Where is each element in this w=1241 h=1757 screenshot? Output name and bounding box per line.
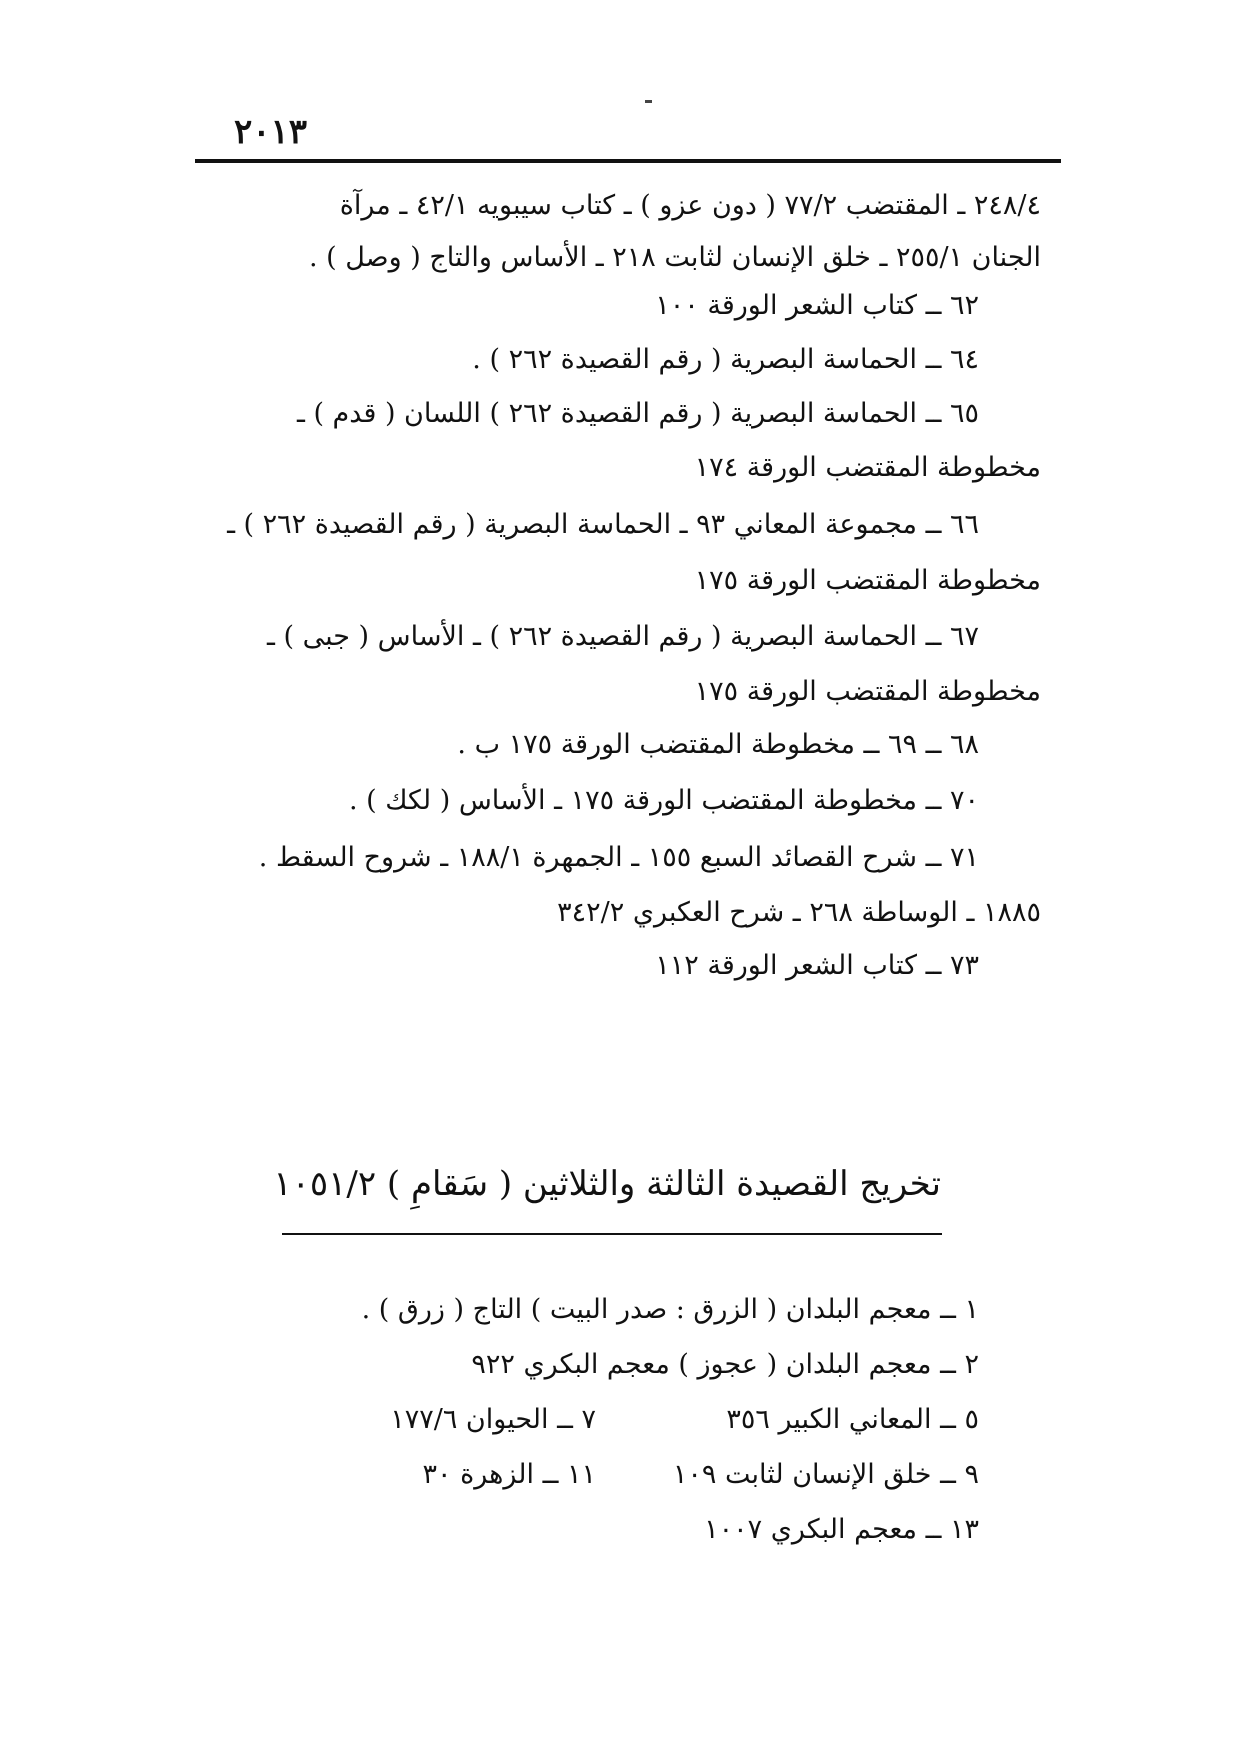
note-line: ٦٤ ــ الحماسة البصرية ( رقم القصيدة ٢٦٢ ) . [472,344,979,375]
footnote-line: ١١ ــ الزهرة ٣٠ [422,1459,596,1490]
note-line: ٧٠ ــ مخطوطة المقتضب الورقة ١٧٥ ـ الأساس ( لكك ) . [348,785,979,816]
footnote-line: ٢ ــ معجم البلدان ( عجوز ) معجم البكري ٩٢٢ [471,1349,979,1380]
section-title: تخريج القصيدة الثالثة والثلاثين ( سَقامِ ) ١٠٥١/٢ [273,1164,941,1204]
note-line: ٧٣ ــ كتاب الشعر الورقة ١١٢ [655,950,979,981]
note-line: ٦٨ ــ ٦٩ ــ مخطوطة المقتضب الورقة ١٧٥ ب . [457,729,979,760]
footnote-line: ١ ــ معجم البلدان ( الزرق : صدر البيت ) التاج ( زرق ) . [361,1294,979,1325]
note-line: ١٨٨٥ ـ الوساطة ٢٦٨ ـ شرح العكبري ٣٤٢/٢ [557,897,1041,928]
note-line: ٦٦ ــ مجموعة المعاني ٩٣ ـ الحماسة البصرية ( رقم القصيدة ٢٦٢ ) ـ [227,509,979,540]
footnote-line: ٩ ــ خلق الإنسان لثابت ١٠٩ [672,1459,979,1490]
note-line: ٧١ ــ شرح القصائد السبع ١٥٥ ـ الجمهرة ١٨٨/١ ـ شروح السقط . [258,842,979,873]
note-line: ٦٥ ــ الحماسة البصرية ( رقم القصيدة ٢٦٢ ) اللسان ( قدم ) ـ [296,398,979,429]
note-line: مخطوطة المقتضب الورقة ١٧٥ [694,565,1041,596]
note-line: ٦٧ ــ الحماسة البصرية ( رقم القصيدة ٢٦٢ ) ـ الأساس ( جبى ) ـ [267,621,979,652]
footnote-line: ٥ ــ المعاني الكبير ٣٥٦ [726,1404,979,1435]
title-rule [282,1233,942,1235]
note-line: مخطوطة المقتضب الورقة ١٧٥ [694,676,1041,707]
header-rule [195,159,1061,163]
note-line: مخطوطة المقتضب الورقة ١٧٤ [694,452,1041,483]
ink-speck [645,100,652,103]
footnote-line: ١٣ ــ معجم البكري ١٠٠٧ [704,1514,979,1545]
note-line: ٦٢ ــ كتاب الشعر الورقة ١٠٠ [655,290,979,321]
note-line: ٢٤٨/٤ ـ المقتضب ٧٧/٢ ( دون عزو ) ـ كتاب سيبويه ٤٢/١ ـ مرآة [339,190,1041,221]
footnote-line: ٧ ــ الحيوان ١٧٧/٦ [390,1404,596,1435]
page-number: ٢٠١٣ [234,112,308,152]
note-line: الجنان ٢٥٥/١ ـ خلق الإنسان لثابت ٢١٨ ـ الأساس والتاج ( وصل ) . [308,242,1041,273]
